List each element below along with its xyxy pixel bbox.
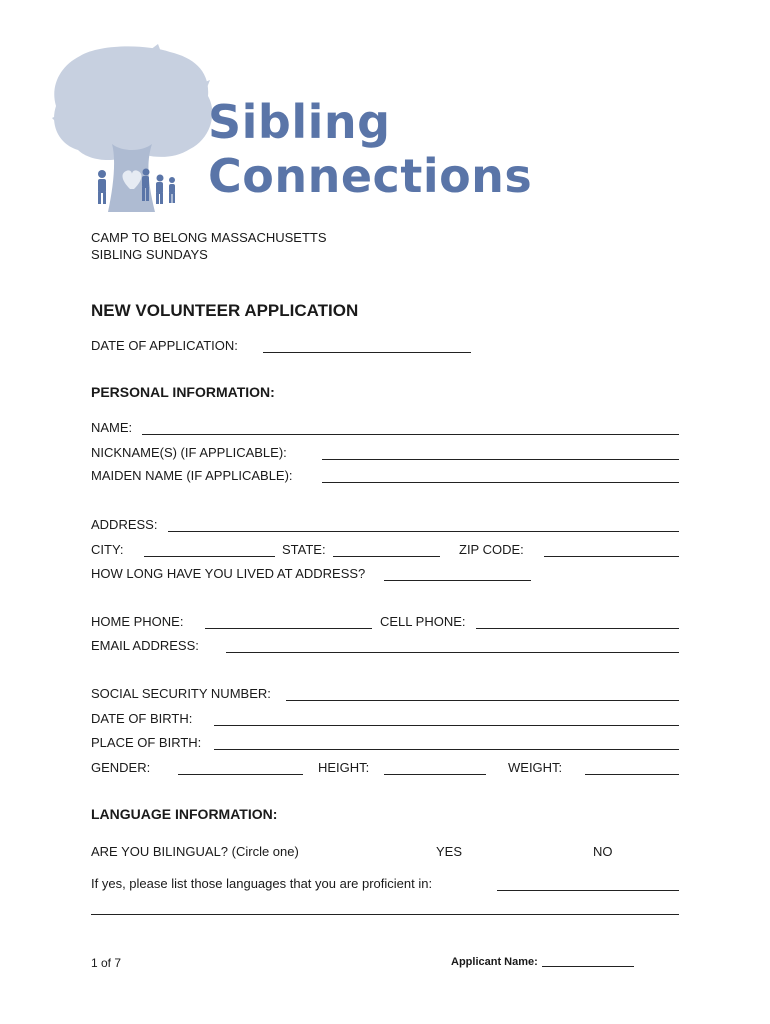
city-label: CITY: bbox=[91, 542, 124, 557]
address-field[interactable] bbox=[168, 531, 679, 532]
bilingual-yes-option[interactable]: YES bbox=[436, 844, 463, 859]
proficient-languages-field[interactable] bbox=[497, 890, 679, 891]
name-field[interactable] bbox=[142, 434, 679, 435]
state-field[interactable] bbox=[333, 556, 440, 557]
page-number: 1 of 7 bbox=[91, 956, 122, 970]
weight-field[interactable] bbox=[585, 774, 679, 775]
language-info-header: LANGUAGE INFORMATION: bbox=[91, 806, 278, 822]
email-label: EMAIL ADDRESS: bbox=[91, 638, 199, 653]
home-phone-label: HOME PHONE: bbox=[91, 614, 184, 629]
ssn-field[interactable] bbox=[286, 700, 679, 701]
logo-text-line1: Sibling bbox=[208, 95, 391, 149]
state-label: STATE: bbox=[282, 542, 326, 557]
dob-field[interactable] bbox=[214, 725, 679, 726]
zip-field[interactable] bbox=[544, 556, 679, 557]
name-label: NAME: bbox=[91, 420, 133, 435]
personal-info-header: PERSONAL INFORMATION: bbox=[91, 384, 275, 400]
ssn-label: SOCIAL SECURITY NUMBER: bbox=[91, 686, 271, 701]
proficient-languages-field-2[interactable] bbox=[91, 914, 679, 915]
maiden-name-label: MAIDEN NAME (IF APPLICABLE): bbox=[91, 468, 293, 483]
pob-field[interactable] bbox=[214, 749, 679, 750]
applicant-name-field[interactable] bbox=[542, 966, 634, 967]
gender-field[interactable] bbox=[178, 774, 303, 775]
zip-label: ZIP CODE: bbox=[459, 542, 524, 557]
logo-text-line2: Connections bbox=[208, 149, 533, 203]
tree-logo-icon bbox=[50, 44, 225, 214]
date-of-application-field[interactable] bbox=[263, 352, 471, 353]
org-name: CAMP TO BELONG MASSACHUSETTS bbox=[91, 230, 327, 245]
email-field[interactable] bbox=[226, 652, 679, 653]
height-field[interactable] bbox=[384, 774, 486, 775]
gender-label: GENDER: bbox=[91, 760, 151, 775]
how-long-field[interactable] bbox=[384, 580, 531, 581]
nickname-label: NICKNAME(S) (IF APPLICABLE): bbox=[91, 445, 287, 460]
bilingual-question: ARE YOU BILINGUAL? (Circle one) bbox=[91, 844, 299, 859]
how-long-label: HOW LONG HAVE YOU LIVED AT ADDRESS? bbox=[91, 566, 366, 581]
address-label: ADDRESS: bbox=[91, 517, 158, 532]
org-program: SIBLING SUNDAYS bbox=[91, 247, 208, 262]
cell-phone-label: CELL PHONE: bbox=[380, 614, 466, 629]
maiden-name-field[interactable] bbox=[322, 482, 679, 483]
applicant-name-label: Applicant Name: bbox=[451, 956, 538, 968]
pob-label: PLACE OF BIRTH: bbox=[91, 735, 202, 750]
logo bbox=[50, 44, 533, 214]
dob-label: DATE OF BIRTH: bbox=[91, 711, 193, 726]
date-of-application-label: DATE OF APPLICATION: bbox=[91, 338, 238, 353]
form-title: NEW VOLUNTEER APPLICATION bbox=[91, 301, 359, 320]
proficient-languages-label: If yes, please list those languages that you are proficient in: bbox=[91, 876, 433, 891]
weight-label: WEIGHT: bbox=[508, 760, 563, 775]
bilingual-no-option[interactable]: NO bbox=[593, 844, 613, 859]
home-phone-field[interactable] bbox=[205, 628, 372, 629]
nickname-field[interactable] bbox=[322, 459, 679, 460]
city-field[interactable] bbox=[144, 556, 275, 557]
height-label: HEIGHT: bbox=[318, 760, 370, 775]
cell-phone-field[interactable] bbox=[476, 628, 679, 629]
